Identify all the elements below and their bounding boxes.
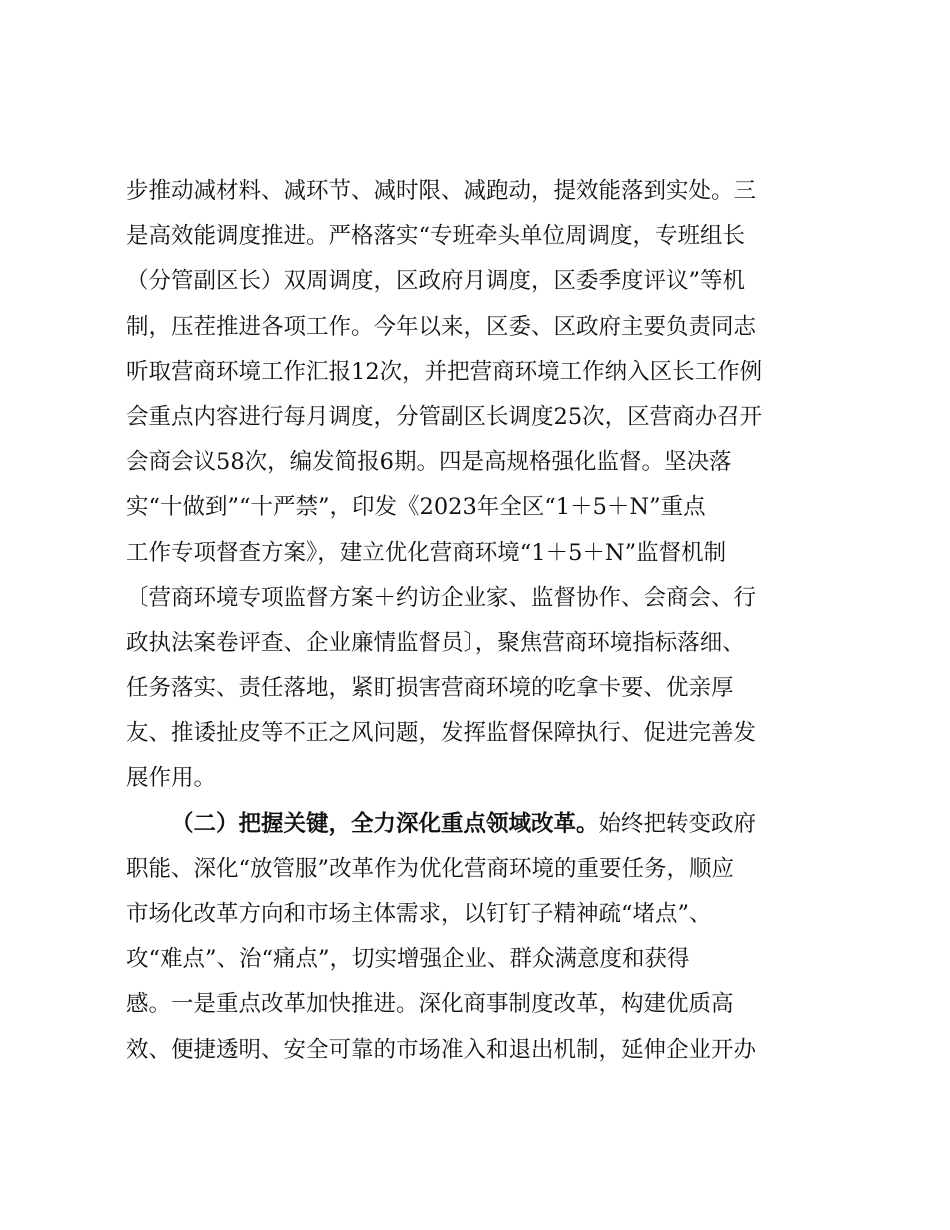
- text-line: （分管副区长）双周调度，区政府月调度，区委季度评议”等机: [126, 268, 746, 295]
- section-heading: （二）把握关键，全力深化重点领域改革。: [171, 810, 599, 837]
- text-line: 友、推诿扯皮等不正之风问题，发挥监督保障执行、促进完善发: [126, 720, 757, 747]
- section-heading-line: [126, 807, 826, 852]
- text-line: 工作专项督查方案》，建立优化营商环境“1＋5＋N”监督机制: [126, 539, 727, 566]
- section-first-line-rest: 始终把转变政府: [598, 810, 757, 837]
- body-text: [126, 174, 826, 1078]
- text-line: 听取营商环境工作汇报12次，并把营商环境工作纳入区长工作例: [126, 358, 763, 385]
- text-line: 展作用。: [126, 765, 217, 792]
- text-line: 攻“难点”、治“痛点”，切实增强企业、群众满意度和获得: [126, 946, 690, 973]
- text-line: 职能、深化“放管服”改革作为优化营商环境的重要任务，顺应: [126, 855, 735, 882]
- text-line: 市场化改革方向和市场主体需求，以钉钉子精神疏“堵点”、: [126, 901, 712, 927]
- text-line: 感。一是重点改革加快推进。深化商事制度改革，构建优质高: [126, 991, 734, 1018]
- text-line: 政执法案卷评查、企业廉情监督员〕，聚焦营商环境指标落细、: [126, 629, 745, 656]
- text-line: 步推动减材料、减环节、减时限、减跑动，提效能落到实处。三: [126, 178, 757, 204]
- text-line: 制，压茬推进各项工作。今年以来，区委、区政府主要负责同志: [126, 313, 757, 340]
- text-line: 任务落实、责任落地，紧盯损害营商环境的吃拿卡要、优亲厚: [126, 675, 734, 702]
- text-line: 会商会议58次，编发简报6期。四是高规格强化监督。坚决落: [126, 449, 732, 476]
- text-line: 〔营商环境专项监督方案＋约访企业家、监督协作、会商会、行: [126, 584, 757, 611]
- text-line: 实“十做到”“十严禁”，印发《2023年全区“1＋5＋N”重点: [126, 494, 706, 521]
- text-line: 是高效能调度推进。严格落实“专班牵头单位周调度，专班组长: [126, 223, 746, 250]
- text-line: 效、便捷透明、安全可靠的市场准入和退出机制，延伸企业开办: [126, 1036, 757, 1063]
- text-line: 会重点内容进行每月调度，分管副区长调度25次，区营商办召开: [126, 403, 763, 430]
